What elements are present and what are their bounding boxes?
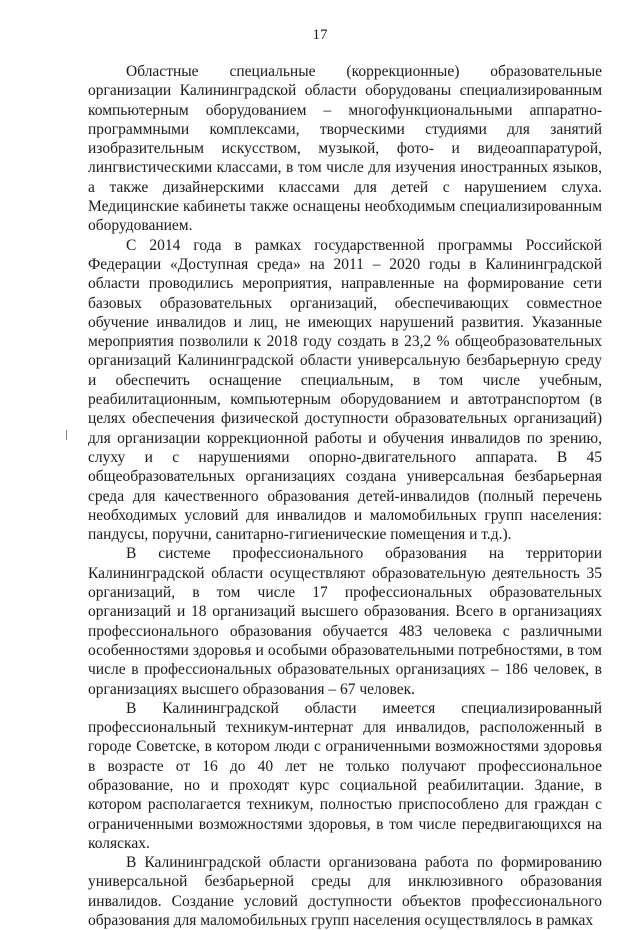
document-body	[88, 62, 602, 930]
paragraph-inclusive-education: В Калининградской области организована работа по формированию универсальной безбарьерной среды для инклюзивного образования инвалидов. Создание условий доступности объектов профессионального образования для маломобильных групп населения осуществлялось в рамках	[88, 854, 602, 930]
paragraph-professional-education: В системе профессионального образования на территории Калининградской области осуществляют образовательную деятельность 35 организаций, в том числе 17 профессиональных образовательных организаций и 18 организаций высшего образования. Всего в организациях профессионального образования обучается 483 человека с различными особенностями здоровья и особыми образовательными потребностями, в том числе в профессиональных образовательных организациях – 186 человек, в организациях высшего образования – 67 человек.	[88, 545, 602, 698]
paragraph-equipment: Областные специальные (коррекционные) образовательные организации Калининградской области оборудованы специализированным компьютерным оборудованием – многофункциональными аппаратно-программными комплексами, творческими студиями для занятий изобразительным искусством, музыкой, фото- и видеоаппаратурой, лингвистическими классами, в том числе для изучения иностранных языков, а также дизайнерскими классами для детей с нарушением слуха. Медицинские кабинеты также оснащены необходимым специализированным оборудованием.	[88, 63, 602, 235]
margin-mark	[66, 430, 67, 440]
page-number: 17	[312, 27, 328, 43]
paragraph-accessible-environment: С 2014 года в рамках государственной программы Российской Федерации «Доступная среда» на 2011 – 2020 годы в Калининградской области проводились мероприятия, направленные на формирование сети базовых образовательных организаций, обеспечивающих совместное обучение инвалидов и лиц, не имеющих нарушений развития. Указанные мероприятия позволили к 2018 году создать в 23,2 % общеобразовательных организаций Калининградской области универсальную безбарьерную среду и обеспечить оснащение специальным, в том числе учебным, реабилитационным, компьютерным оборудованием и автотранспортом (в целях обеспечения физической доступности образовательных организаций) для организации коррекционной работы и обучения инвалидов по зрению, слуху и с нарушениями опорно-двигательного аппарата. В 45 общеобразовательных организациях создана универсальная безбарьерная среда для качественного образования детей-инвалидов (полный перечень необходимых условий для инвалидов и маломобильных групп населения: пандусы, поручни, санитарно-гигиенические помещения и т.д.).	[88, 236, 602, 544]
paragraph-technical-school: В Калининградской области имеется специализированный профессиональный техникум-интернат для инвалидов, расположенный в городе Советске, в котором люди с ограниченными возможностями здоровья в возрасте от 16 до 40 лет не только получают профессиональное образование, но и проходят курс социальной реабилитации. Здание, в котором располагается техникум, полностью приспособлено для граждан с ограниченными возможностями здоровья, в том числе передвигающихся на колясках.	[88, 699, 602, 852]
